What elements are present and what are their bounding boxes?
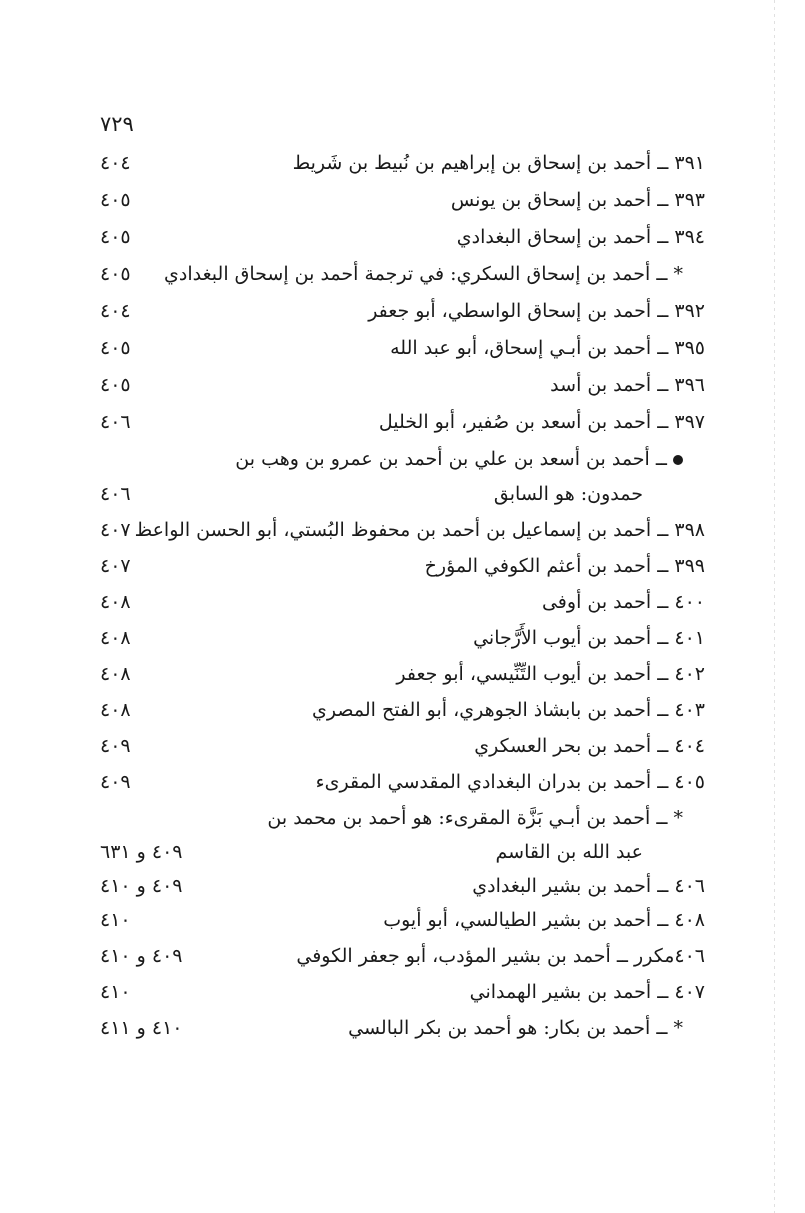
entry-text: ٤٠٠ ــ أحمد بن أوفى <box>541 591 705 613</box>
index-entry <box>100 584 705 620</box>
index-entry <box>100 219 705 255</box>
entry-page: ٤٠٨ <box>100 699 131 721</box>
entry-text-body: ــ أحمد بن أسعد بن علي بن أحمد بن عمرو بن وهب بن <box>235 448 667 470</box>
entry-text: ٣٩٣ ــ أحمد بن إسحاق بن يونس <box>450 189 705 211</box>
index-entry <box>100 330 705 366</box>
index-entry <box>100 974 705 1010</box>
entry-page: ٤٠٥ <box>100 189 131 211</box>
entry-page: ٤١٠ و ٤١١ <box>100 1017 183 1039</box>
entry-text: ٣٩٩ ــ أحمد بن أعثم الكوفي المؤرخ <box>424 555 705 577</box>
entry-page: ٤٠٥ <box>100 226 131 248</box>
entry-text: ٣٩٧ ــ أحمد بن أسعد بن صُفير، أبو الخليل <box>378 411 705 433</box>
entry-page: ٤١٠ <box>100 981 131 1003</box>
index-entry <box>100 441 705 477</box>
bullet-icon <box>673 455 683 465</box>
index-entry <box>100 548 705 584</box>
index-entry <box>100 764 705 800</box>
entry-page: ٤٠٤ <box>100 152 131 174</box>
entry-page: ٤٠٧ <box>100 555 131 577</box>
entry-page: ٤٠٨ <box>100 663 131 685</box>
entry-page: ٤٠٩ <box>100 735 131 757</box>
entry-page: ٤٠٥ <box>100 374 131 396</box>
index-entry <box>100 692 705 728</box>
entry-text: ٤٠٤ ــ أحمد بن بحر العسكري <box>474 735 705 757</box>
entry-page: ٤٠٥ <box>100 337 131 359</box>
index-entry <box>100 367 705 403</box>
entry-page: ٤٠٨ <box>100 627 131 649</box>
index-entry <box>100 728 705 764</box>
entry-text: ٤٠١ ــ أحمد بن أيوب الأَرَّجاني <box>473 627 705 649</box>
index-entry <box>100 1010 705 1046</box>
index-entry <box>100 145 705 181</box>
entry-text: ٣٩٨ ــ أحمد بن إسماعيل بن أحمد بن محفوظ البُستي، أبو الحسن الواعظ <box>134 519 705 541</box>
index-entry <box>100 182 705 218</box>
index-entry <box>100 938 705 974</box>
entry-page: ٤٠٨ <box>100 591 131 613</box>
index-entry <box>100 476 705 512</box>
entry-text: ٤٠٦مكرر ــ أحمد بن بشير المؤدب، أبو جعفر الكوفي <box>296 945 705 967</box>
page-number: ٧٢٩ <box>100 112 134 136</box>
entry-text: ٤٠٨ ــ أحمد بن بشير الطيالسي، أبو أيوب <box>383 909 705 931</box>
index-entry <box>100 800 705 836</box>
entry-page: ٤٠٩ <box>100 771 131 793</box>
entry-page: ٤١٠ <box>100 909 131 931</box>
entry-text: ٣٩٢ ــ أحمد بن إسحاق الواسطي، أبو جعفر <box>368 300 705 322</box>
index-entry <box>100 404 705 440</box>
entry-page: ٤٠٩ و ٤١٠ <box>100 945 183 967</box>
entry-text-continuation: عبد الله بن القاسم <box>495 841 643 863</box>
entry-page: ٤٠٩ و ٤١٠ <box>100 875 183 897</box>
entry-text <box>235 441 683 477</box>
entry-text: ٤٠٥ ــ أحمد بن بدران البغدادي المقدسي المقرىء <box>315 771 705 793</box>
page-edge-shadow <box>774 0 775 1213</box>
entry-text: * ــ أحمد بن أبـي بَزَّة المقرىء: هو أحمد بن محمد بن <box>267 807 683 829</box>
index-entry <box>100 293 705 329</box>
index-entry <box>100 512 705 548</box>
index-entry <box>100 256 705 292</box>
index-entry <box>100 868 705 904</box>
entry-text: ٣٩٤ ــ أحمد بن إسحاق البغدادي <box>456 226 705 248</box>
index-entry <box>100 834 705 870</box>
entry-text: ٤٠٧ ــ أحمد بن بشير الهمداني <box>469 981 705 1003</box>
entry-page: ٤٠٧ <box>100 519 131 541</box>
entry-text: ٤٠٢ ــ أحمد بن أيوب التِّنِّيسي، أبو جعفر <box>396 663 705 685</box>
entry-page: ٤٠٦ <box>100 483 131 505</box>
entry-page: ٤٠٩ و ٦٣١ <box>100 841 183 863</box>
entry-text: ٣٩١ ــ أحمد بن إسحاق بن إبراهيم بن نُبيط بن شَريط <box>292 152 705 174</box>
entry-text: ٤٠٣ ــ أحمد بن بابشاذ الجوهري، أبو الفتح المصري <box>312 699 705 721</box>
entry-text: ٣٩٦ ــ أحمد بن أسد <box>550 374 705 396</box>
entry-page: ٤٠٦ <box>100 411 131 433</box>
entry-text: ٣٩٥ ــ أحمد بن أبـي إسحاق، أبو عبد الله <box>390 337 705 359</box>
entry-page: ٤٠٤ <box>100 300 131 322</box>
index-entry <box>100 620 705 656</box>
entry-text: * ــ أحمد بن إسحاق السكري: في ترجمة أحمد بن إسحاق البغدادي <box>164 263 683 285</box>
entry-page: ٤٠٥ <box>100 263 131 285</box>
entry-text: * ــ أحمد بن بكار: هو أحمد بن بكر البالسي <box>348 1017 683 1039</box>
index-entry <box>100 902 705 938</box>
entry-text: ٤٠٦ ــ أحمد بن بشير البغدادي <box>472 875 705 897</box>
index-entry <box>100 656 705 692</box>
entry-text-continuation: حمدون: هو السابق <box>493 483 643 505</box>
